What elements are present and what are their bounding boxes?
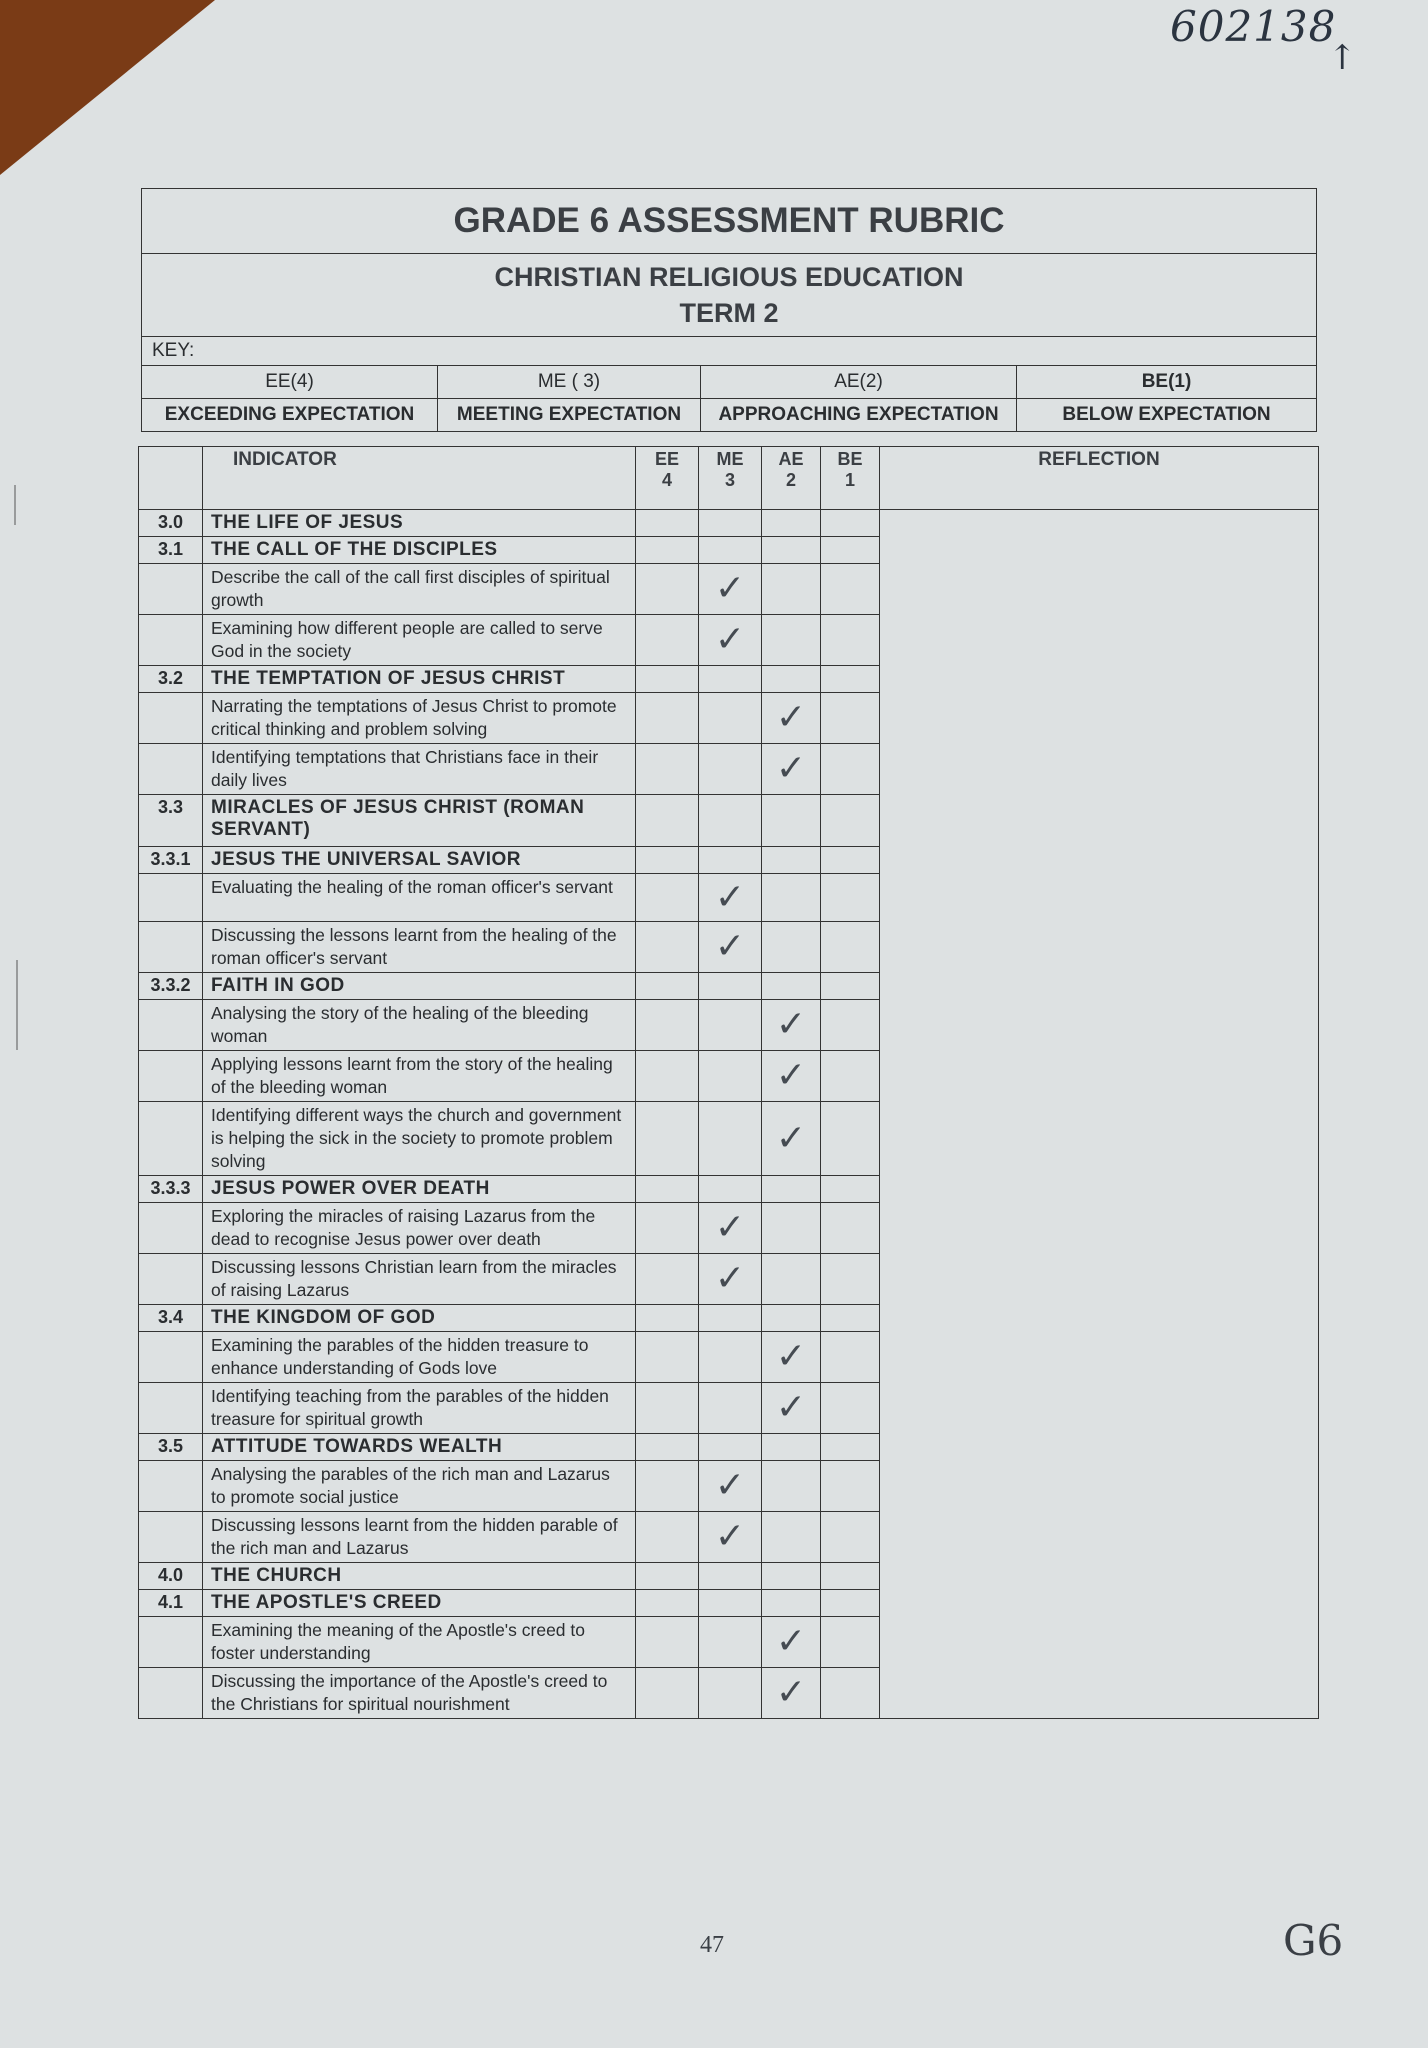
rating-cell-be [821, 1617, 880, 1668]
rating-cell-be [821, 666, 880, 693]
section-row [139, 666, 1319, 693]
indicator-text: Discussing lessons Christian learn from the miracles of raising Lazarus [203, 1254, 636, 1305]
rating-cell-me [699, 847, 762, 874]
indicator-row [139, 1383, 1319, 1434]
page-title: GRADE 6 ASSESSMENT RUBRIC [142, 189, 1317, 254]
rating-cell-be [821, 1512, 880, 1563]
rating-cell-ae [762, 693, 821, 744]
row-number: 3.3.2 [139, 973, 203, 1000]
section-row [139, 1590, 1319, 1617]
rating-cell-ee [636, 1617, 699, 1668]
reflection-column-header: REFLECTION [880, 447, 1319, 510]
rating-cell-me [699, 1617, 762, 1668]
indicator-row [139, 1051, 1319, 1102]
rating-cell-ee [636, 1332, 699, 1383]
rating-cell-me [699, 693, 762, 744]
rating-cell-ae [762, 847, 821, 874]
indicator-text: Identifying different ways the church and government is helping the sick in the society to promote problem solving [203, 1102, 636, 1176]
handwritten-serial: 602138 [1170, 2, 1337, 51]
indicator-text: Analysing the parables of the rich man and Lazarus to promote social justice [203, 1461, 636, 1512]
row-number: 4.1 [139, 1590, 203, 1617]
rating-cell-me [699, 1254, 762, 1305]
key-meaning-ee: EXCEEDING EXPECTATION [142, 399, 438, 432]
rating-cell-ee [636, 666, 699, 693]
ae-code: AE [778, 449, 804, 469]
reflection-cell [880, 1461, 1319, 1512]
rating-cell-me [699, 795, 762, 847]
check-mark-icon: ✓ [775, 1621, 807, 1662]
rating-cell-ee [636, 1668, 699, 1719]
reflection-cell [880, 973, 1319, 1000]
section-title: FAITH IN GOD [203, 973, 636, 1000]
reflection-cell [880, 1102, 1319, 1176]
reflection-cell [880, 537, 1319, 564]
rating-cell-be [821, 874, 880, 922]
check-mark-icon: ✓ [714, 1516, 746, 1557]
indicator-text: Examining how different people are called to serve God in the society [203, 615, 636, 666]
rating-cell-be [821, 1461, 880, 1512]
check-mark-icon: ✓ [775, 748, 807, 789]
reflection-cell [880, 1000, 1319, 1051]
reflection-cell [880, 1512, 1319, 1563]
page-corner-shadow [0, 0, 215, 175]
number-column-header [139, 447, 203, 510]
rating-cell-me [699, 615, 762, 666]
indicator-row [139, 1000, 1319, 1051]
rating-cell-ae [762, 510, 821, 537]
rating-cell-be [821, 1590, 880, 1617]
check-mark-icon: ✓ [775, 1004, 807, 1045]
me-column-header [699, 447, 762, 510]
rating-cell-me [699, 1461, 762, 1512]
rating-cell-be [821, 847, 880, 874]
section-title: THE CALL OF THE DISCIPLES [203, 537, 636, 564]
rating-cell-ee [636, 1305, 699, 1332]
indicator-text: Examining the meaning of the Apostle's creed to foster understanding [203, 1617, 636, 1668]
subject-heading [142, 254, 1317, 337]
rating-cell-ae [762, 922, 821, 973]
row-number [139, 1102, 203, 1176]
section-row [139, 795, 1319, 847]
rating-cell-ee [636, 1563, 699, 1590]
rating-cell-ee [636, 973, 699, 1000]
rating-cell-ee [636, 537, 699, 564]
key-meaning-be: BELOW EXPECTATION [1017, 399, 1317, 432]
indicator-text: Examining the parables of the hidden treasure to enhance understanding of Gods love [203, 1332, 636, 1383]
rating-cell-ae [762, 1668, 821, 1719]
check-mark-icon: ✓ [714, 1465, 746, 1506]
rating-cell-be [821, 744, 880, 795]
term-label: TERM 2 [679, 298, 779, 328]
rating-cell-ae [762, 1305, 821, 1332]
rating-cell-me [699, 874, 762, 922]
rating-cell-be [821, 795, 880, 847]
row-number [139, 744, 203, 795]
reflection-cell [880, 1617, 1319, 1668]
rating-cell-be [821, 1305, 880, 1332]
reflection-cell [880, 1668, 1319, 1719]
indicator-row [139, 922, 1319, 973]
rating-cell-ae [762, 1461, 821, 1512]
indicator-text: Identifying teaching from the parables of the hidden treasure for spiritual growth [203, 1383, 636, 1434]
row-number [139, 1383, 203, 1434]
rating-cell-me [699, 1000, 762, 1051]
rating-cell-me [699, 510, 762, 537]
rating-cell-ee [636, 1000, 699, 1051]
row-number [139, 1051, 203, 1102]
rating-cell-be [821, 1668, 880, 1719]
row-number [139, 874, 203, 922]
section-row [139, 1176, 1319, 1203]
rating-cell-ee [636, 1176, 699, 1203]
check-mark-icon: ✓ [714, 876, 746, 918]
indicator-text: Describe the call of the call first disciples of spiritual growth [203, 564, 636, 615]
row-number: 3.3 [139, 795, 203, 847]
section-title: THE LIFE OF JESUS [203, 510, 636, 537]
rating-cell-be [821, 922, 880, 973]
rating-cell-ee [636, 1203, 699, 1254]
row-number [139, 564, 203, 615]
reflection-cell [880, 1051, 1319, 1102]
rating-cell-ee [636, 922, 699, 973]
rating-cell-me [699, 1383, 762, 1434]
check-mark-icon: ✓ [775, 1336, 807, 1377]
rating-cell-ae [762, 666, 821, 693]
me-score: 3 [724, 470, 735, 490]
row-number [139, 1461, 203, 1512]
section-title: JESUS THE UNIVERSAL SAVIOR [203, 847, 636, 874]
ee-code: EE [654, 449, 679, 469]
key-code-ee: EE(4) [142, 366, 438, 399]
rating-cell-ae [762, 973, 821, 1000]
section-title: ATTITUDE TOWARDS WEALTH [203, 1434, 636, 1461]
page-number: 47 [700, 1932, 724, 1958]
rating-cell-me [699, 1590, 762, 1617]
rating-cell-be [821, 1383, 880, 1434]
rating-cell-ae [762, 615, 821, 666]
rating-cell-ee [636, 1051, 699, 1102]
rating-cell-be [821, 1051, 880, 1102]
indicator-text: Narrating the temptations of Jesus Christ to promote critical thinking and problem solving [203, 693, 636, 744]
ee-column-header [636, 447, 699, 510]
indicator-row [139, 693, 1319, 744]
reflection-cell [880, 1254, 1319, 1305]
rating-cell-ee [636, 510, 699, 537]
section-title: THE APOSTLE'S CREED [203, 1590, 636, 1617]
rating-cell-me [699, 1102, 762, 1176]
section-title: THE TEMPTATION OF JESUS CHRIST [203, 666, 636, 693]
check-mark-icon: ✓ [775, 1672, 807, 1713]
row-number: 3.4 [139, 1305, 203, 1332]
ae-column-header [762, 447, 821, 510]
row-number: 3.3.3 [139, 1176, 203, 1203]
rating-cell-me [699, 537, 762, 564]
rating-cell-ae [762, 1051, 821, 1102]
reflection-cell [880, 1383, 1319, 1434]
reflection-cell [880, 666, 1319, 693]
indicator-row [139, 1332, 1319, 1383]
rating-cell-ee [636, 1512, 699, 1563]
section-title: JESUS POWER OVER DEATH [203, 1176, 636, 1203]
key-label: KEY: [142, 337, 1317, 366]
check-mark-icon: ✓ [714, 1207, 746, 1248]
reflection-cell [880, 744, 1319, 795]
indicator-text: Exploring the miracles of raising Lazarus from the dead to recognise Jesus power over death [203, 1203, 636, 1254]
rating-cell-be [821, 693, 880, 744]
rating-cell-ee [636, 1254, 699, 1305]
rating-cell-ee [636, 847, 699, 874]
rating-cell-ee [636, 564, 699, 615]
rating-cell-me [699, 1051, 762, 1102]
rating-cell-be [821, 1563, 880, 1590]
indicator-row [139, 1254, 1319, 1305]
rating-cell-ae [762, 1590, 821, 1617]
section-title: MIRACLES OF JESUS CHRIST (ROMAN SERVANT) [203, 795, 636, 847]
margin-mark [14, 485, 16, 525]
rating-cell-be [821, 1434, 880, 1461]
section-row [139, 847, 1319, 874]
section-row [139, 510, 1319, 537]
section-title: THE CHURCH [203, 1563, 636, 1590]
reflection-cell [880, 847, 1319, 874]
rating-cell-be [821, 1254, 880, 1305]
rating-cell-be [821, 973, 880, 1000]
reflection-cell [880, 1176, 1319, 1203]
reflection-cell [880, 922, 1319, 973]
row-number [139, 1203, 203, 1254]
rating-cell-me [699, 666, 762, 693]
row-number: 3.2 [139, 666, 203, 693]
row-number [139, 1332, 203, 1383]
indicator-text: Identifying temptations that Christians face in their daily lives [203, 744, 636, 795]
reflection-cell [880, 615, 1319, 666]
indicator-text: Evaluating the healing of the roman officer's servant [203, 874, 636, 922]
handwritten-page-code: G6 [1283, 1916, 1344, 1965]
indicator-row [139, 874, 1319, 922]
rating-cell-me [699, 1668, 762, 1719]
row-number [139, 1254, 203, 1305]
indicator-text: Discussing the lessons learnt from the healing of the roman officer's servant [203, 922, 636, 973]
key-meaning-ae: APPROACHING EXPECTATION [701, 399, 1017, 432]
rating-cell-be [821, 564, 880, 615]
be-column-header [821, 447, 880, 510]
rating-cell-ee [636, 1102, 699, 1176]
indicator-row [139, 1203, 1319, 1254]
reflection-cell [880, 1203, 1319, 1254]
be-score: 1 [844, 470, 855, 490]
me-code: ME [716, 449, 744, 469]
indicator-row [139, 615, 1319, 666]
rating-cell-ae [762, 537, 821, 564]
reflection-cell [880, 1563, 1319, 1590]
handwritten-arrow-mark: ↑ [1328, 38, 1357, 78]
rating-cell-ae [762, 1000, 821, 1051]
rating-cell-ae [762, 1512, 821, 1563]
section-row [139, 1305, 1319, 1332]
row-number [139, 922, 203, 973]
rating-cell-ee [636, 693, 699, 744]
key-code-ae: AE(2) [701, 366, 1017, 399]
row-number: 3.1 [139, 537, 203, 564]
indicator-row [139, 1102, 1319, 1176]
row-number: 3.0 [139, 510, 203, 537]
rubric-header [141, 188, 1317, 432]
reflection-cell [880, 874, 1319, 922]
rating-cell-me [699, 1176, 762, 1203]
check-mark-icon: ✓ [775, 1387, 807, 1428]
rating-cell-be [821, 1102, 880, 1176]
reflection-cell [880, 1590, 1319, 1617]
key-meaning-me: MEETING EXPECTATION [438, 399, 701, 432]
assessment-rubric-table [138, 446, 1319, 1719]
reflection-cell [880, 693, 1319, 744]
section-row [139, 973, 1319, 1000]
rating-cell-me [699, 564, 762, 615]
indicator-row [139, 1617, 1319, 1668]
indicator-row [139, 1512, 1319, 1563]
rating-cell-ae [762, 1434, 821, 1461]
reflection-cell [880, 1332, 1319, 1383]
row-number: 4.0 [139, 1563, 203, 1590]
rating-cell-ae [762, 1563, 821, 1590]
rating-cell-me [699, 1305, 762, 1332]
indicator-text: Discussing the importance of the Apostle's creed to the Christians for spiritual nourishment [203, 1668, 636, 1719]
row-number [139, 1668, 203, 1719]
rating-cell-ee [636, 1461, 699, 1512]
rating-cell-me [699, 1203, 762, 1254]
check-mark-icon: ✓ [775, 697, 807, 738]
rating-cell-me [699, 1434, 762, 1461]
rating-cell-me [699, 744, 762, 795]
rating-cell-me [699, 973, 762, 1000]
rating-cell-ae [762, 744, 821, 795]
row-number [139, 1000, 203, 1051]
row-number [139, 693, 203, 744]
rating-cell-ae [762, 1254, 821, 1305]
check-mark-icon: ✓ [714, 926, 746, 967]
check-mark-icon: ✓ [714, 568, 746, 609]
rating-cell-ee [636, 1383, 699, 1434]
rating-cell-me [699, 1563, 762, 1590]
rating-cell-be [821, 537, 880, 564]
section-row [139, 537, 1319, 564]
indicator-row [139, 564, 1319, 615]
check-mark-icon: ✓ [714, 619, 746, 660]
row-number [139, 615, 203, 666]
rating-cell-be [821, 510, 880, 537]
check-mark-icon: ✓ [775, 1055, 807, 1096]
indicator-text: Applying lessons learnt from the story of the healing of the bleeding woman [203, 1051, 636, 1102]
rating-cell-ee [636, 615, 699, 666]
rating-cell-ae [762, 1203, 821, 1254]
row-number [139, 1512, 203, 1563]
row-number: 3.3.1 [139, 847, 203, 874]
section-title: THE KINGDOM OF GOD [203, 1305, 636, 1332]
indicator-row [139, 1461, 1319, 1512]
subject-name: CHRISTIAN RELIGIOUS EDUCATION [494, 262, 964, 292]
rating-cell-ae [762, 1383, 821, 1434]
indicator-column-header: INDICATOR [203, 447, 636, 510]
ae-score: 2 [785, 470, 796, 490]
rating-cell-ae [762, 795, 821, 847]
rating-cell-ae [762, 1617, 821, 1668]
check-mark-icon: ✓ [775, 1117, 807, 1159]
rating-cell-ee [636, 1434, 699, 1461]
rating-cell-ee [636, 1590, 699, 1617]
margin-mark [16, 960, 18, 1050]
rating-cell-ae [762, 874, 821, 922]
rating-cell-be [821, 1000, 880, 1051]
key-code-me: ME ( 3) [438, 366, 701, 399]
indicator-row [139, 744, 1319, 795]
reflection-cell [880, 564, 1319, 615]
section-row [139, 1563, 1319, 1590]
rating-cell-me [699, 1332, 762, 1383]
rating-cell-be [821, 1176, 880, 1203]
row-number [139, 1617, 203, 1668]
be-code: BE [837, 449, 863, 469]
rating-cell-ae [762, 1102, 821, 1176]
indicator-row [139, 1668, 1319, 1719]
reflection-cell [880, 795, 1319, 847]
section-row [139, 1434, 1319, 1461]
rating-cell-ae [762, 1176, 821, 1203]
reflection-cell [880, 1305, 1319, 1332]
rating-cell-ee [636, 744, 699, 795]
reflection-cell [880, 1434, 1319, 1461]
rating-cell-be [821, 1332, 880, 1383]
rating-cell-me [699, 1512, 762, 1563]
indicator-text: Discussing lessons learnt from the hidden parable of the rich man and Lazarus [203, 1512, 636, 1563]
rating-cell-ae [762, 1332, 821, 1383]
reflection-cell [880, 510, 1319, 537]
row-number: 3.5 [139, 1434, 203, 1461]
check-mark-icon: ✓ [714, 1258, 746, 1299]
key-code-be: BE(1) [1017, 366, 1317, 399]
indicator-text: Analysing the story of the healing of the bleeding woman [203, 1000, 636, 1051]
rating-cell-be [821, 615, 880, 666]
rating-cell-me [699, 922, 762, 973]
rating-cell-ee [636, 874, 699, 922]
rating-cell-ae [762, 564, 821, 615]
ee-score: 4 [661, 470, 672, 490]
rating-cell-ee [636, 795, 699, 847]
rating-cell-be [821, 1203, 880, 1254]
